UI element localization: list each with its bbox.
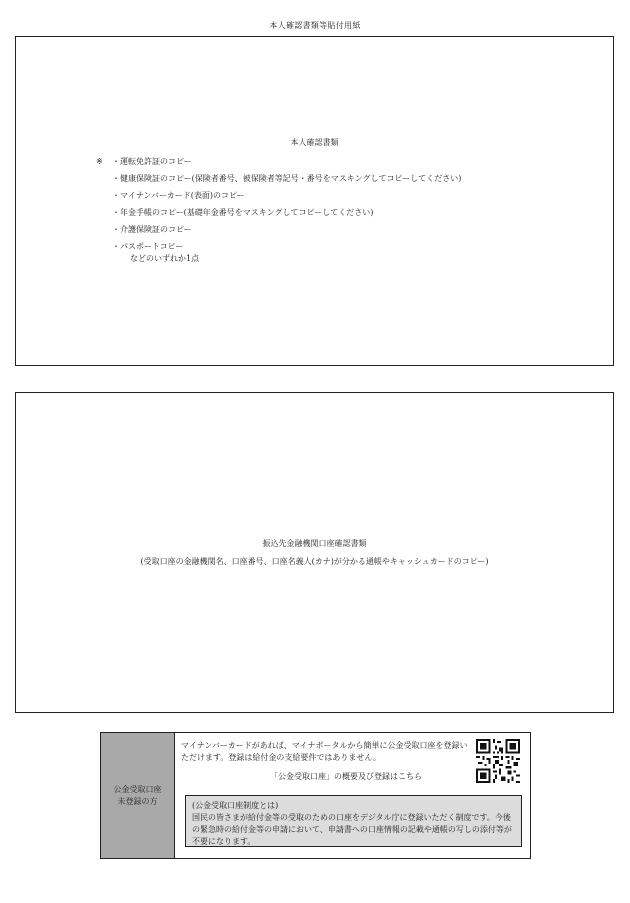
list-item: ・パスポートコピー	[112, 242, 184, 251]
bank-document-paste-area	[15, 392, 614, 713]
bank-documents-heading: 振込先金融機関口座確認書類	[262, 539, 367, 548]
registration-link[interactable]: 「公金受取口座」の概要及び登録はこちら	[270, 772, 422, 781]
list-item: ※ ・運転免許証のコピー	[96, 153, 461, 170]
identity-documents-heading: 本人確認書類	[290, 138, 339, 147]
note-mark: ※	[96, 157, 103, 166]
identity-documents-list	[96, 153, 461, 255]
page-title: 本人確認書類等貼付用紙	[269, 21, 361, 30]
list-item: ・健康保険証のコピー(保険者番号、被保険者等記号・番号をマスキングしてコピーしてください)	[112, 174, 462, 183]
notice-text: マイナンバーカードがあれば、マイナポータルから簡単に公金受取口座を登録いただけます。登録は給付金の支給要件ではありません。	[181, 741, 468, 762]
identity-documents-footer: などのいずれか1点	[130, 254, 200, 263]
bank-documents-description: (受取口座の金融機関名、口座番号、口座名義人(カナ)が分かる通帳やキャッシュカードのコピー)	[140, 557, 489, 566]
notice-content	[175, 733, 530, 858]
public-account-notice	[100, 732, 531, 859]
system-info-box	[185, 795, 522, 847]
info-title: (公金受取口座制度とは)	[192, 801, 279, 810]
qr-code-icon[interactable]	[476, 739, 520, 783]
info-body: 国民の皆さまが給付金等の受取のための口座をデジタル庁に登録いただく制度です。今後の緊急時の給付金等の申請において、申請書への口座情報の記載や通帳の写しの添付等が不要になります。	[192, 813, 512, 846]
list-item: ・マイナンバーカード(表面)のコピー	[112, 191, 245, 200]
identity-document-paste-area	[15, 36, 614, 366]
list-item: ・年金手帳のコピー(基礎年金番号をマスキングしてコピーしてください)	[112, 208, 374, 217]
notice-label	[101, 733, 175, 858]
list-item: ・介護保険証のコピー	[112, 225, 192, 234]
notice-label-line: 未登録の方	[117, 796, 158, 806]
notice-label-line: 公金受取口座	[113, 784, 162, 794]
